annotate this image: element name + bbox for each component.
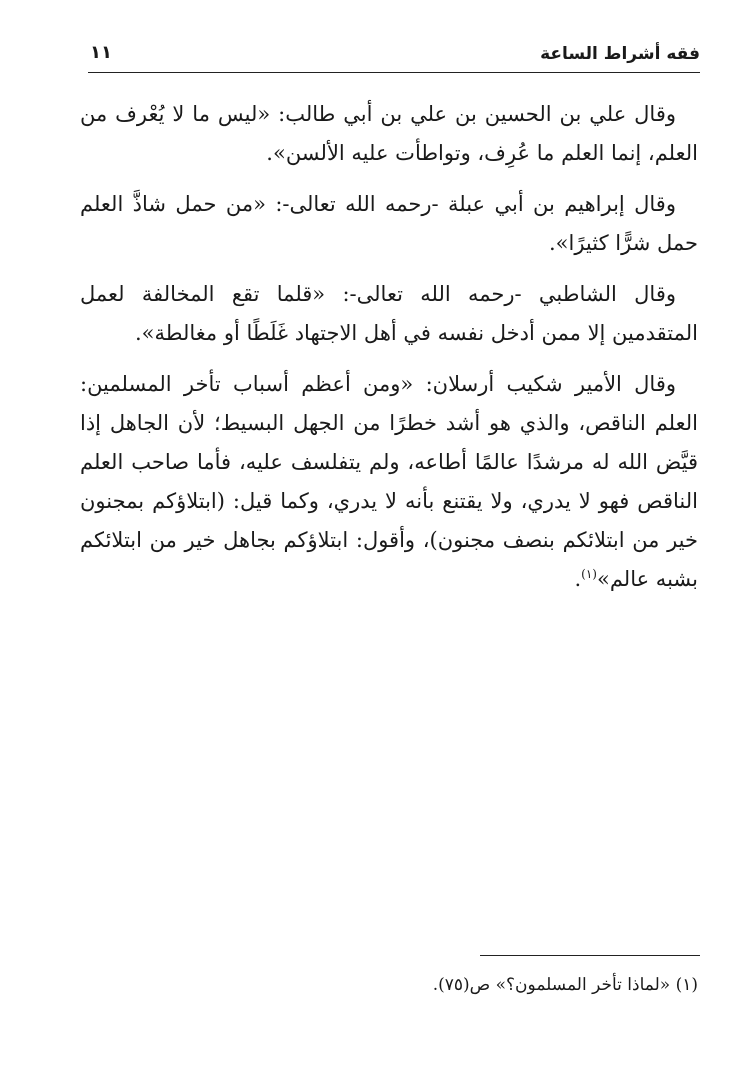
footnote: (١) «لماذا تأخر المسلمون؟» ص(٧٥). (432, 975, 698, 995)
header-rule (88, 72, 700, 73)
page-number: ١١ (90, 42, 112, 63)
page-header (90, 40, 700, 70)
running-title: فقه أشراط الساعة (540, 44, 700, 64)
paragraph-final-period: . (574, 567, 582, 591)
paragraph-shakib-arslan (80, 365, 698, 599)
paragraph-al-shatibi: وقال الشاطبي -رحمه الله تعالى-: «قلما تقع المخالفة لعمل المتقدمين إلا ممن أدخل نفسه في أهل الاجتهاد غَلَطًا أو مغالطة». (80, 282, 698, 345)
main-text (80, 95, 698, 611)
footnote-rule (480, 955, 700, 956)
paragraph-ali-ibn-al-husayn: وقال علي بن الحسين بن علي بن أبي طالب: «ليس ما لا يُعْرف من العلم، إنما العلم ما عُرِف، وتواطأت عليه الألسن». (80, 102, 698, 165)
paragraph-shakib-arslan-text: وقال الأمير شكيب أرسلان: «ومن أعظم أسباب تأخر المسلمين: العلم الناقص، والذي هو أشد خطرًا من الجهل البسيط؛ لأن الجاهل إذا قيَّض الله له مرشدًا عالمًا أطاعه، ولم يتفلسف عليه، فأما صاحب العلم الناقص فهو لا يدري، ولا يقتنع بأنه لا يدري، وكما قيل: (ابتلاؤكم بمجنون خير من ابتلائكم بنصف مجنون)، وأقول: ابتلاؤكم بجاهل خير من ابتلائكم بشبه عالم» (80, 372, 698, 591)
footnote-reference: (١) (581, 567, 597, 581)
paragraph-ibrahim-ibn-abi-abla: وقال إبراهيم بن أبي عبلة -رحمه الله تعالى-: «من حمل شاذَّ العلم حمل شرًّا كثيرًا». (80, 192, 698, 255)
